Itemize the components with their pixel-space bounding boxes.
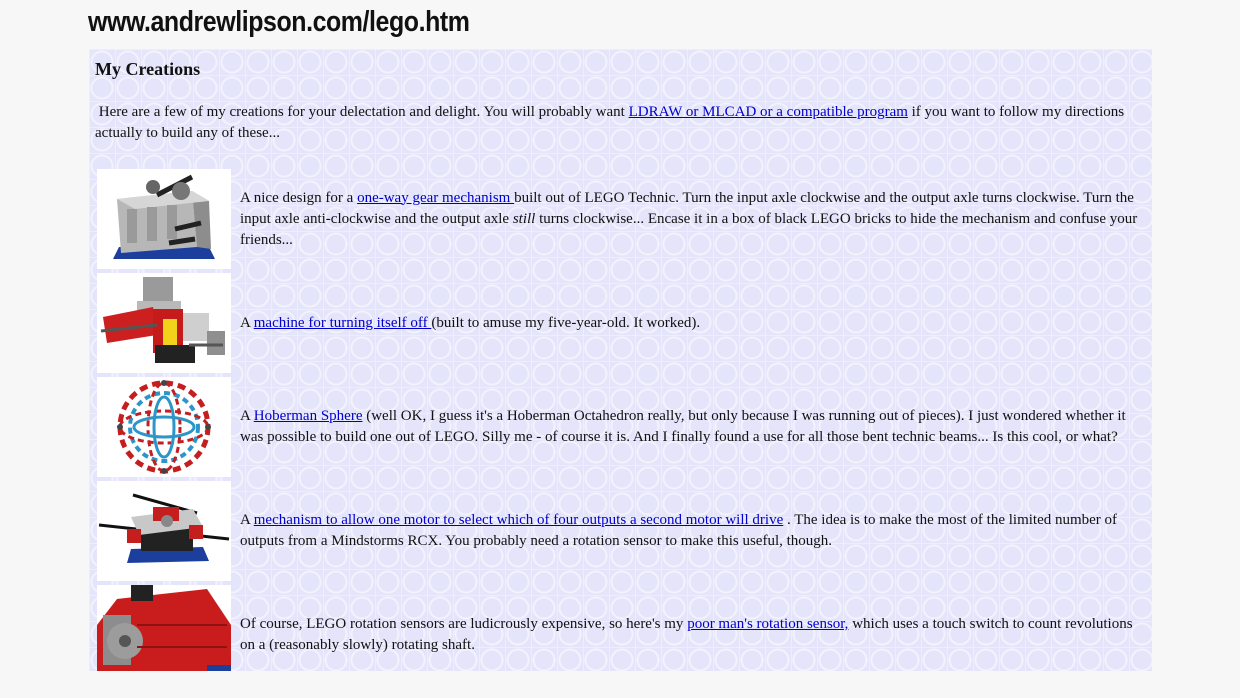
switch-off-machine-model-icon[interactable]	[97, 273, 231, 373]
creation-row-off-machine	[97, 273, 1147, 373]
creation-desc-off-machine	[240, 273, 1147, 373]
creation-row-gear	[97, 169, 1147, 269]
machine-turning-off-link[interactable]: machine for turning itself off	[253, 314, 432, 331]
intro-text-before: Here are a few of my creations for your delectation and delight. You will probably want	[98, 104, 629, 120]
gear-mechanism-model-icon[interactable]	[97, 169, 231, 269]
desc-text: Of course, LEGO rotation sensors are ludicrously expensive, so here's my	[240, 616, 688, 632]
page-heading: My Creations	[95, 59, 201, 79]
desc-text: (built to amuse my five-year-old. It worked).	[431, 314, 701, 331]
desc-text: A	[240, 512, 254, 528]
desc-text: A	[240, 408, 254, 424]
creation-row-motor-selector	[97, 481, 1147, 581]
desc-text: A	[240, 314, 254, 331]
creation-desc-gear	[240, 169, 1147, 269]
motor-selector-link[interactable]: mechanism to allow one motor to select which of four outputs a second motor will drive	[253, 512, 784, 528]
creation-desc-hoberman	[240, 377, 1147, 477]
ldraw-link[interactable]: LDRAW or MLCAD or a compatible program	[628, 104, 908, 120]
desc-text: (well OK, I guess it's a Hoberman Octahedron really, but only because I was running out of pieces). I just wondered whether it was possible to build one out of LEGO. Silly me - of course it is. And I finally found a use for all those bent technic beams... Is this cool, or what?	[240, 408, 1126, 445]
hoberman-sphere-model-icon[interactable]	[97, 377, 231, 477]
hoberman-sphere-link[interactable]: Hoberman Sphere	[253, 408, 363, 424]
motor-selector-model-icon[interactable]	[97, 481, 231, 581]
desc-emphasis: still	[512, 210, 536, 227]
desc-text: . The idea is to make the most of the limited number of outputs from a Mindstorms RCX. You probably need a rotation sensor to make this useful, though.	[240, 512, 1118, 549]
rotation-sensor-model-icon[interactable]	[97, 585, 231, 671]
page-url-title: www.andrewlipson.com/lego.htm	[88, 6, 470, 38]
desc-text: built out of LEGO Technic. Turn the input axle clockwise and the output axle turns clockwise. Turn the input axle anti-clockwise and the output axle	[240, 189, 1134, 227]
page-content	[89, 49, 1152, 671]
intro-text-after: if you want to follow my directions actually to build any of these...	[95, 104, 1125, 141]
creation-desc-rotation-sensor	[240, 585, 1147, 671]
creation-desc-motor-selector	[240, 481, 1147, 581]
creation-row-rotation-sensor	[97, 585, 1147, 671]
one-way-gear-link[interactable]: one-way gear mechanism	[357, 189, 515, 206]
desc-text: which uses a touch switch to count revolutions on a (reasonably slowly) rotating shaft.	[240, 616, 1133, 653]
intro-paragraph	[95, 102, 1147, 144]
desc-text: turns clockwise... Encase it in a box of black LEGO bricks to hide the mechanism and confuse your friends...	[240, 210, 1138, 248]
rotation-sensor-link[interactable]: poor man's rotation sensor,	[687, 616, 849, 632]
desc-text: A nice design for a	[240, 189, 358, 206]
creation-row-hoberman	[97, 377, 1147, 477]
